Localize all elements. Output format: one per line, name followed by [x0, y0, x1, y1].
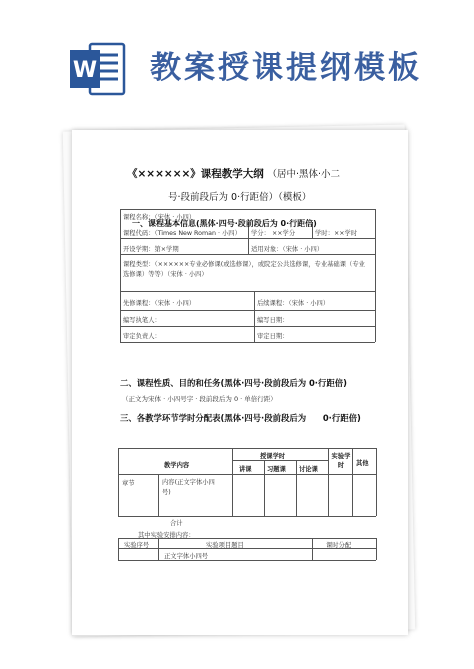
col-content: 教学内容	[164, 462, 190, 469]
lab-row-item: 正文字体小四号	[164, 553, 209, 560]
info-table-border	[120, 342, 375, 343]
lab-col-no: 实验序号	[124, 542, 150, 549]
review-date-field: 审定日期：	[257, 333, 289, 340]
hours-table-rule	[296, 460, 297, 516]
lab-table-border	[118, 538, 376, 539]
majors-field: 适用对象：（宋体 · 小四）	[251, 246, 324, 253]
total-cell: 合计	[170, 520, 183, 527]
doc-title-line2: 号·段前段后为 0·行距倍）（模板）	[168, 192, 312, 203]
document-page	[72, 130, 408, 635]
lab-table-border	[118, 560, 376, 561]
doc-title-text: 《××××××》课程教学大纲	[127, 168, 264, 180]
lab-table-border	[118, 538, 119, 560]
section-3-heading-text: 三、各教学环节学时分配表(黑体·四号·段前段后为 0·行距倍)	[120, 413, 361, 423]
lab-col-hours: 课时分配	[326, 542, 352, 549]
info-table-border	[120, 209, 375, 210]
chapter-cell: 章节	[122, 480, 135, 487]
col-lecture: 讲课	[239, 466, 252, 473]
content-cell: 内容(正文字体小四号)	[162, 479, 215, 496]
info-table-rule	[120, 326, 375, 327]
credits-value: ××学分	[272, 230, 296, 237]
col-discussion: 讨论课	[299, 466, 318, 473]
author-field: 编写执笔人：	[123, 317, 161, 324]
reviewer-field: 审定负责人：	[123, 333, 161, 340]
info-heading: 一、课程基本信息(黑体·四号·段前段后为 0·行距倍)	[132, 219, 317, 228]
hours-table-rule	[352, 448, 353, 516]
banner-title: 教案授课提纲模板	[150, 50, 422, 86]
svg-text:W: W	[72, 58, 98, 83]
doc-title	[127, 166, 340, 181]
col-lab-hours: 实验学时	[331, 453, 351, 469]
info-table-rule	[120, 310, 375, 311]
course-type-field: 课程类型：（××××××专业必修课(或选修课），或院定公共选修课，专业基础课（专业选修课）等等）（宋体 · 小四）	[123, 261, 365, 278]
info-table-border	[120, 209, 121, 342]
section-2-note: （正文为宋体 · 小四号字 · 段前段后为 0 · 单倍行距）	[122, 395, 277, 403]
credits-label: 学分：	[251, 230, 270, 237]
hours-table-rule	[158, 474, 159, 516]
prereq-field: 先修课程：（宋体 · 小四）	[123, 300, 196, 307]
info-table-rule	[254, 291, 255, 342]
info-table-rule	[120, 254, 375, 255]
hours-table-border	[376, 448, 377, 516]
lab-col-item: 实验项目题目	[206, 542, 244, 549]
followup-field: 后续课程：（宋体 · 小四）	[257, 300, 330, 307]
hours-table-rule	[264, 460, 265, 516]
hours-table-rule	[232, 448, 233, 516]
write-date-field: 编写日期：	[257, 317, 289, 324]
hours-table-rule	[118, 474, 376, 475]
hours-label: 学时：	[315, 230, 334, 237]
col-other: 其他	[356, 460, 369, 467]
section-3-heading	[120, 412, 361, 424]
banner	[0, 0, 474, 120]
course-name-field: 课程名称：（宋体 · 小四）	[123, 214, 196, 221]
lab-arrangement-title: 其中实验安排内容：	[138, 532, 195, 539]
section-2-heading: 二、课程性质、目的和任务(黑体·四号·段前段后为 0·行距倍)	[120, 378, 347, 388]
info-table-rule	[248, 238, 249, 254]
semester-field: 开设学期：第×学期	[123, 246, 179, 253]
info-table-border	[375, 209, 376, 342]
hours-table-border	[118, 448, 376, 449]
lab-table-rule	[158, 538, 159, 560]
doc-title-note: （居中·黑体·小二	[267, 169, 340, 180]
col-teaching-hours: 授课学时	[260, 453, 286, 460]
lab-table-border	[376, 538, 377, 560]
hours-table-rule	[232, 460, 328, 461]
word-doc-icon	[68, 40, 130, 98]
col-exercise: 习题课	[267, 466, 286, 473]
hours-table-rule	[328, 448, 329, 516]
hours-value: ××学时	[334, 230, 358, 237]
course-code-field: 课程代码：（Times New Roman · 小四）	[123, 230, 241, 237]
lab-table-rule	[312, 538, 313, 560]
info-table-rule	[120, 291, 375, 292]
hours-table-border	[118, 448, 119, 516]
hours-table-border	[118, 516, 376, 517]
